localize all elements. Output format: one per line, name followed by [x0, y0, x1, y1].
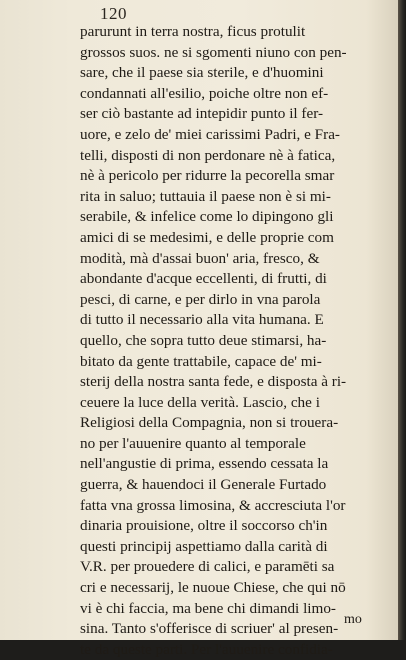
text-line: te da queste parti. Per l'auuenire confidia- [80, 640, 333, 658]
page-edge-shadow [398, 0, 406, 640]
text-line: nè à pericolo per ridurre la pecorella smar [80, 167, 335, 185]
text-line: fatta vna grossa limosina, & accresciuta l'or [80, 496, 346, 514]
text-line: questi principij aspettiamo dalla carità di [80, 537, 328, 555]
text-line: modità, mà d'assai buon' aria, fresco, & [80, 249, 320, 267]
text-line: sina. Tanto s'offerisce di scriuer' al presen- [80, 620, 339, 638]
text-line: bitato da gente trattabile, capace de' mi- [80, 352, 322, 370]
text-line: ceuere la luce della verità. Lascio, che i [80, 393, 320, 411]
page-number: 120 [100, 4, 127, 23]
text-line: sare, che il paese sia sterile, e d'huomini [80, 64, 324, 82]
text-line: guerra, & hauendoci il Generale Furtado [80, 476, 327, 494]
text-line: parurunt in terra nostra, ficus protulit [80, 23, 306, 40]
text-line: ser ciò bastante ad intepidir punto il fer- [80, 105, 324, 123]
text-line: dinaria prouisione, oltre il soccorso ch'in [80, 517, 328, 535]
text-line: vi è chi faccia, ma bene chi dimandi limo- [80, 599, 336, 617]
text-line: serabile, & infelice come lo dipingono gli [80, 208, 334, 226]
text-line: Religiosi della Compagnia, non si trouera- [80, 414, 339, 432]
text-line: rita in saluo; tuttauia il paese non è si mi- [80, 187, 331, 205]
text-line: uore, e zelo de' miei carissimi Padri, e Fra- [80, 125, 340, 143]
catchword: mo [344, 612, 362, 627]
text-line: telli, disposti di non perdonare nè à fatica, [80, 146, 336, 164]
text-line: abondante d'acque eccellenti, di frutti, di [80, 270, 327, 288]
text-line: di tutto il necessario alla vita humana. E [80, 311, 324, 329]
text-line: pesci, di carne, e per dirlo in vna parola [80, 290, 321, 308]
text-line: amici di se medesimi, e delle proprie com [80, 228, 334, 246]
text-line: condannati all'esilio, poiche oltre non ef- [80, 84, 329, 102]
text-line: cri e necessarij, le nuoue Chiese, che qui nō [80, 579, 346, 597]
text-line: V.R. per prouedere di calici, e paramēti sa [80, 558, 335, 576]
body-text [80, 22, 396, 660]
text-line: sterij della nostra santa fede, e disposta à ri- [80, 373, 347, 391]
text-line: no per l'auuenire quanto al temporale [80, 434, 306, 452]
text-line: nell'angustie di prima, essendo cessata la [80, 455, 329, 473]
text-line: grossos suos. ne si sgomenti niuno con pen- [80, 43, 347, 61]
text-line: quello, che sopra tutto deue stimarsi, ha- [80, 331, 327, 349]
